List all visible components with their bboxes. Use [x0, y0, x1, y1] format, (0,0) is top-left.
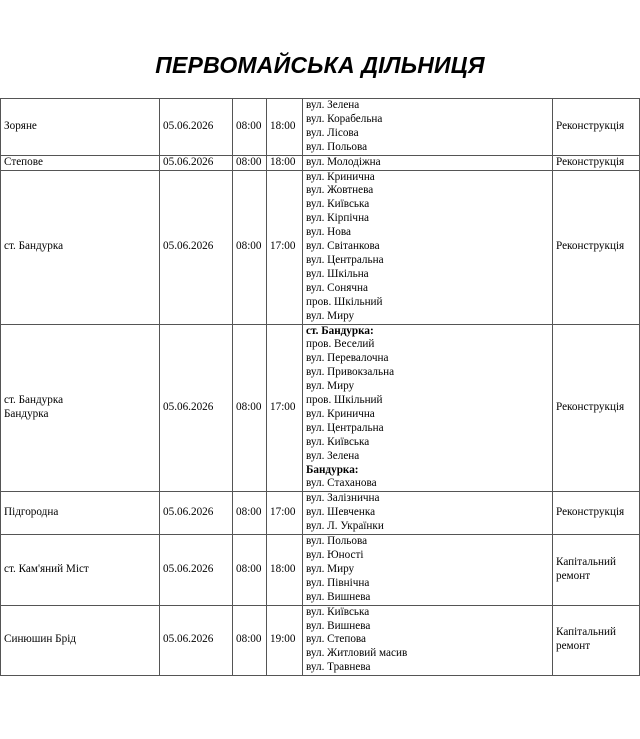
work-type-cell: Реконструкція [553, 492, 640, 535]
date-cell: 05.06.2026 [160, 324, 233, 492]
start-time-cell: 08:00 [233, 605, 267, 676]
table-row [1, 492, 640, 535]
street-name: пров. Веселий [306, 338, 375, 351]
street-group-heading: Бандурка: [306, 463, 359, 476]
street-name: вул. Корабельна [306, 112, 383, 125]
street-name: вул. Миру [306, 380, 355, 393]
street-name: вул. Центральна [306, 253, 384, 266]
locality-cell [1, 170, 160, 324]
table-row [1, 324, 640, 492]
street-name: вул. Миру [306, 309, 355, 322]
street-name: вул. Польова [306, 140, 368, 153]
date-cell: 05.06.2026 [160, 535, 233, 606]
streets-cell [303, 99, 553, 156]
street-name: вул. Зелена [306, 449, 360, 462]
locality-name: ст. Бандурка [4, 394, 64, 407]
streets-cell [303, 324, 553, 492]
end-time-cell: 17:00 [267, 324, 303, 492]
street-name: вул. Л. Українки [306, 520, 384, 533]
streets-cell [303, 605, 553, 676]
street-name: вул. Жовтнева [306, 184, 374, 197]
date-cell: 05.06.2026 [160, 605, 233, 676]
street-name: вул. Перевалочна [306, 352, 389, 365]
streets-cell [303, 535, 553, 606]
street-name: вул. Кринична [306, 407, 375, 420]
street-name: вул. Центральна [306, 421, 384, 434]
locality-cell [1, 535, 160, 606]
street-name: вул. Київська [306, 605, 370, 618]
start-time-cell: 08:00 [233, 324, 267, 492]
street-name: вул. Кірпічна [306, 212, 370, 225]
schedule-rows [1, 99, 640, 676]
start-time-cell: 08:00 [233, 535, 267, 606]
end-time-cell: 18:00 [267, 535, 303, 606]
street-name: вул. Лісова [306, 126, 359, 139]
street-name: вул. Молодіжна [306, 155, 381, 168]
date-cell: 05.06.2026 [160, 492, 233, 535]
work-type-cell: Реконструкція [553, 324, 640, 492]
locality-name: ст. Бандурка [4, 240, 64, 253]
street-name: вул. Нова [306, 226, 351, 239]
page-title: ПЕРВОМАЙСЬКА ДІЛЬНИЦЯ [155, 52, 485, 78]
locality-name: Підгородна [4, 506, 59, 519]
street-group-heading: ст. Бандурка: [306, 324, 374, 337]
table-row [1, 605, 640, 676]
date-cell: 05.06.2026 [160, 99, 233, 156]
street-name: вул. Польова [306, 535, 368, 548]
street-name: вул. Миру [306, 562, 355, 575]
work-type-cell: Реконструкція [553, 155, 640, 170]
street-name: вул. Зелена [306, 99, 360, 111]
locality-name: ст. Кам'яний Міст [4, 562, 89, 575]
end-time-cell: 18:00 [267, 155, 303, 170]
end-time-cell: 18:00 [267, 99, 303, 156]
streets-cell [303, 170, 553, 324]
start-time-cell: 08:00 [233, 492, 267, 535]
locality-name: Синюшин Брід [4, 633, 76, 646]
end-time-cell: 17:00 [267, 492, 303, 535]
start-time-cell: 08:00 [233, 99, 267, 156]
street-name: вул. Травнева [306, 661, 371, 674]
street-name: вул. Стаханова [306, 477, 377, 490]
street-name: вул. Сонячна [306, 281, 368, 294]
street-name: вул. Житловий масив [306, 647, 408, 660]
street-name: вул. Юності [306, 549, 364, 561]
streets-cell [303, 492, 553, 535]
table-row [1, 170, 640, 324]
street-name: вул. Вишнева [306, 590, 371, 603]
street-name: вул. Привокзальна [306, 366, 395, 379]
locality-cell [1, 492, 160, 535]
street-name: вул. Кринична [306, 170, 375, 183]
street-name: пров. Шкільний [306, 394, 383, 407]
street-name: вул. Північна [306, 576, 370, 589]
street-name: вул. Світанкова [306, 240, 380, 253]
work-type-cell: Капітальний ремонт [553, 535, 640, 606]
street-name: вул. Залізнична [306, 492, 380, 505]
start-time-cell: 08:00 [233, 155, 267, 170]
street-name: вул. Вишнева [306, 619, 371, 632]
street-name: вул. Київська [306, 198, 370, 211]
locality-name: Зоряне [4, 119, 37, 132]
end-time-cell: 17:00 [267, 170, 303, 324]
date-cell: 05.06.2026 [160, 170, 233, 324]
street-name: пров. Шкільний [306, 295, 383, 308]
locality-name: Бандурка [4, 407, 49, 420]
table-row [1, 535, 640, 606]
table-row [1, 155, 640, 170]
locality-cell [1, 155, 160, 170]
work-type-cell: Капітальний ремонт [553, 605, 640, 676]
outage-schedule-table [0, 98, 640, 676]
street-name: вул. Шевченка [306, 506, 376, 519]
end-time-cell: 19:00 [267, 605, 303, 676]
street-name: вул. Шкільна [306, 267, 369, 280]
start-time-cell: 08:00 [233, 170, 267, 324]
work-type-cell: Реконструкція [553, 170, 640, 324]
street-name: вул. Степова [306, 633, 367, 646]
table-row [1, 99, 640, 156]
streets-cell [303, 155, 553, 170]
locality-cell [1, 605, 160, 676]
work-type-cell: Реконструкція [553, 99, 640, 156]
locality-cell [1, 324, 160, 492]
street-name: вул. Київська [306, 435, 370, 448]
locality-name: Степове [4, 155, 43, 168]
date-cell: 05.06.2026 [160, 155, 233, 170]
locality-cell [1, 99, 160, 156]
